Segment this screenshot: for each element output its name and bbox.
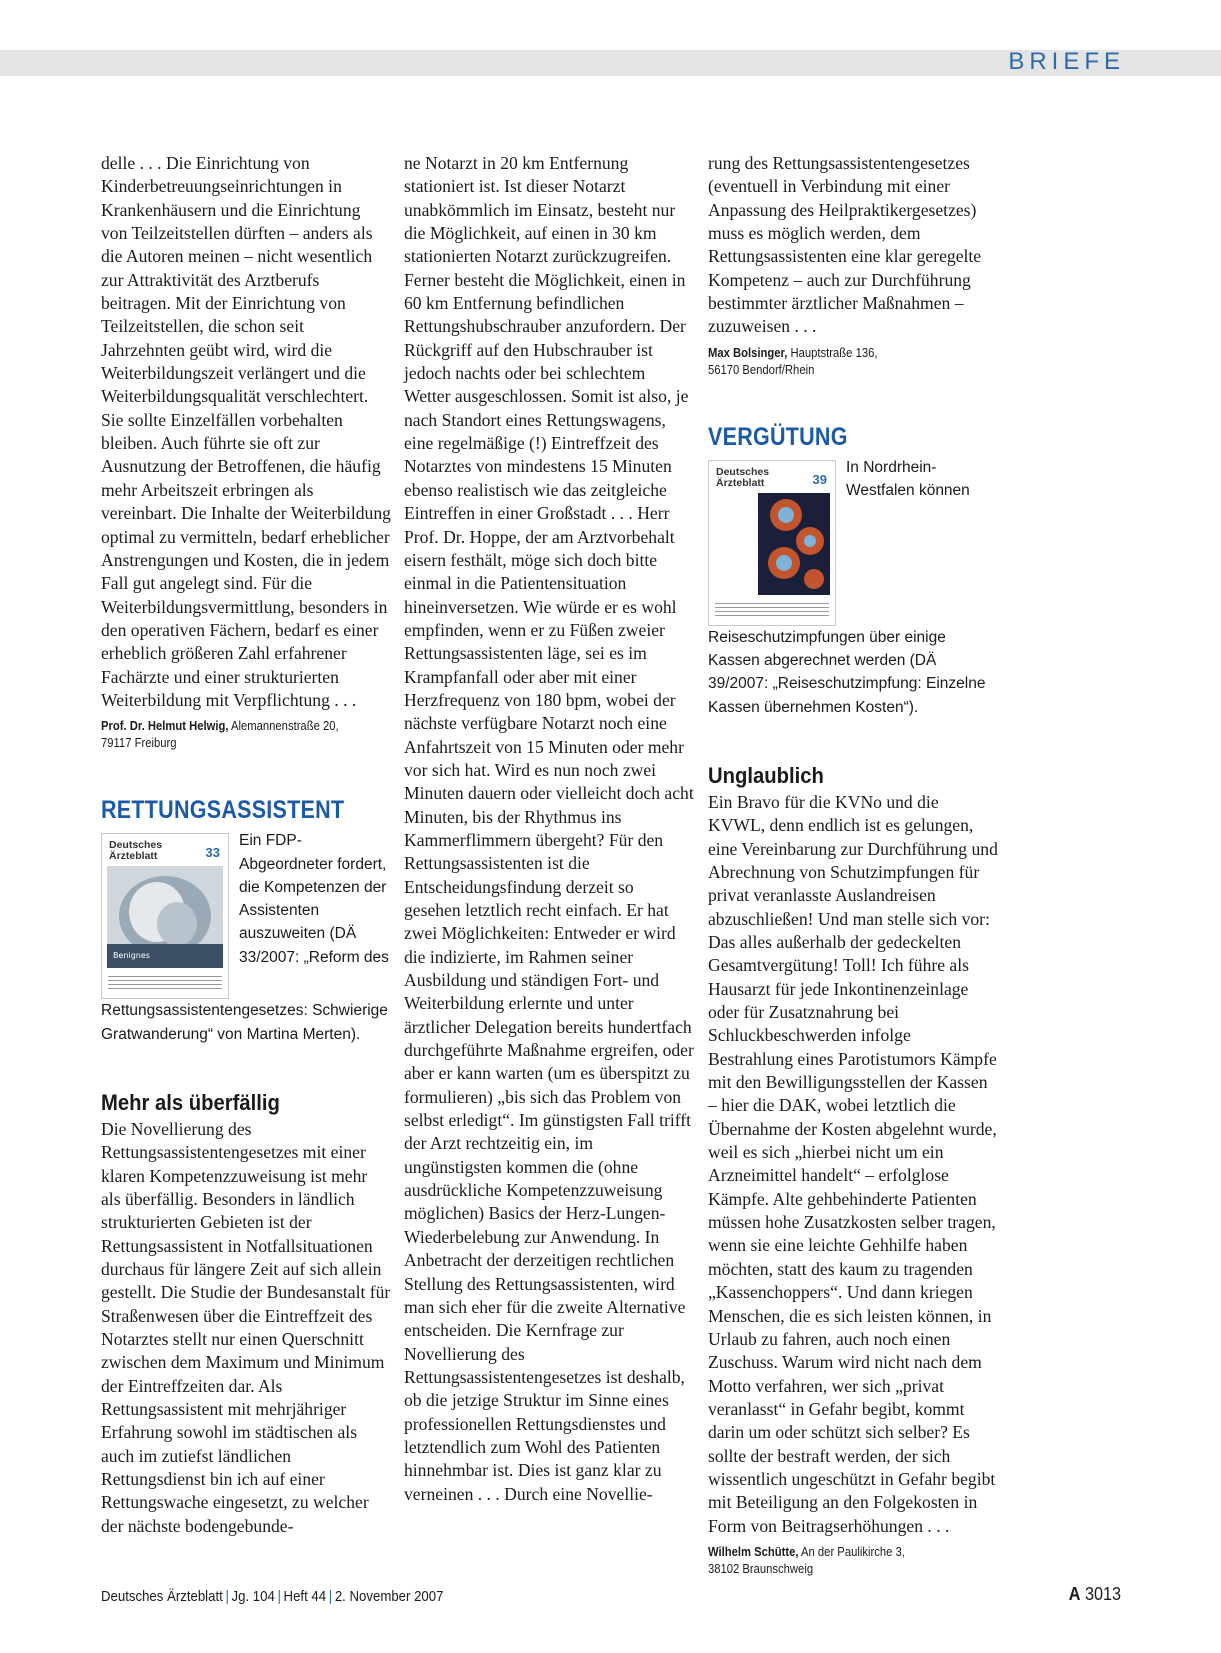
signature-city: 56170 Bendorf/Rhein xyxy=(708,362,815,377)
cover-issue-number: 33 xyxy=(205,845,220,861)
letter-3-signature xyxy=(708,1544,969,1578)
signature-address: An der Paulikirche 3, xyxy=(798,1544,905,1559)
column-3 xyxy=(708,152,998,1578)
letter-2-signature xyxy=(708,345,969,379)
cover-footer-lines xyxy=(108,976,222,990)
column-1 xyxy=(101,152,391,1538)
signature-name: Max Bolsinger, xyxy=(708,345,788,360)
topic-teaser-2 xyxy=(708,456,998,719)
magazine-cover-image xyxy=(708,460,836,626)
letter-1-signature xyxy=(101,718,362,752)
magazine-cover-image xyxy=(101,833,229,999)
footer-issue: Heft 44 xyxy=(283,1588,327,1605)
letter-2-text: Die Novellierung des Rettungsassistentengesetzes mit einer klaren Kompetenzzuweisung ist mehr als überfällig. Besonders in ländlich strukturierten Gebieten ist der Rettungsassistent in Notfallsituationen durchaus für längere Zeit auf sich allein gestellt. Die Studie der Bundesanstalt für Straßenwesen über die Eintreffzeit des Notarztes stellt nur einen Querschnitt zwischen dem Maximum und Minimum der Eintreffzeiten dar. Als Rettungsassistent mit mehrjähriger Erfahrung sowohl im städtischen als auch im zutiefst ländlichen Rettungsdienst bin ich auf einer Rettungswache eingesetzt, zu welcher der nächste bodengebunde- xyxy=(101,1118,391,1536)
topic-heading-rettungsassistent: RETTUNGSASSISTENT xyxy=(101,796,345,825)
signature-name: Prof. Dr. Helmut Helwig, xyxy=(101,719,229,734)
signature-address: Hauptstraße 136, xyxy=(787,345,878,360)
footer-date: 2. November 2007 xyxy=(334,1588,444,1605)
letter-1-text: delle . . . Die Einrichtung von Kinderbetreuungseinrichtungen in Krankenhäusern und die Einrichtung von Teilzeitstellen dürften – anders als die Autoren meinen – nicht wesentlich zur Attraktivität des Arztberufs beitragen. Mit der Einrichtung von Teilzeitstellen, die schon seit Jahrzehnten geübt wird, wird die Weiterbildungszeit verlängert und die Weiterbildungsqualität verschlechtert. Sie sollte Einzelfällen vorbehalten bleiben. Auch führte sie oft zur Ausnutzung der Betroffenen, die häufig mehr Arbeitszeit erbringen als vereinbart. Die Inhalte der Weiterbildung optimal zu vermitteln, bedarf erheblicher Anstrengungen und Kosten, die in jedem Fall gut angelegt sind. Für die Weiterbildungsvermittlung, besonders in den operativen Fächern, bedarf es einer erheblich größeren Zahl erfahrener Fachärzte und einer strukturierten Weiterbildung mit Verpflichtung . . . xyxy=(101,153,391,710)
teaser-text: Ein FDP-Abgeordneter fordert, die Kompetenzen der Assistenten auszuweiten (DÄ 33/2007: „Reform des Rettungsassistentengesetzes: Schwierige Gratwanderung“ von Martina Merten). xyxy=(101,832,389,1043)
signature-city: 79117 Freiburg xyxy=(101,736,177,751)
letter-3-text: Ein Bravo für die KVNo und die KVWL, denn endlich ist es gelungen, eine Vereinbarung zur Durchführung und Abrechnung von Schutzimpfungen für privat veranlasste Auslandreisen abzuschließen! Und man stelle sich vor: Das alles außerhalb der gedeckelten Gesamtvergütung! Toll! Ich führe als Hausarzt für jede Inkontinenzeinlage oder für Zusatznahrung bei Schluckbeschwerden infolge Bestrahlung eines Parotistumors Kämpfe mit den Bewilligungsstellen der Kassen – hier die DAK, wobei letztlich die Übernahme der Kosten abgelehnt wurde, weil es sich „hierbei nicht um ein Arzneimittel handelt“ – erfolglose Kämpfe. Alte gehbehinderte Patienten müssen hohe Zusatzkosten selber tragen, wenn sie eine leichte Gehhilfe haben möchten, statt des kaum zu tragenden „Kassenchoppers“. Und dann kriegen Menschen, die es sich leisten können, in Urlaub zu fahren, auch noch einen Zuschuss. Warum wird nicht nach dem Motto verfahren, wer sich „privat veranlasst“ in Gefahr begibt, kommt darin um oder schützt sich selber? Es sollte der bestraft werden, der sich wissentlich ungeschützt in Gefahr begibt mit Beteiligung an den Folgekosten in Form von Beitragserhöhungen . . . xyxy=(708,791,998,1536)
signature-name: Wilhelm Schütte, xyxy=(708,1544,799,1559)
cover-footer-lines xyxy=(715,603,829,617)
letter-2-heading: Mehr als überfällig xyxy=(101,1089,280,1115)
teaser-text: In Nordrhein-Westfalen können Reiseschutzimpfungen über einige Kassen abgerechnet werden (DÄ 39/2007: „Reiseschutzimpfung: Einzelne Kassen übernehmen Kosten“). xyxy=(708,458,986,716)
cover-illustration xyxy=(714,493,830,595)
letter-3-heading: Unglaublich xyxy=(708,762,824,788)
signature-city: 38102 Braunschweig xyxy=(708,1561,814,1576)
cover-title: Deutsches Ärzteblatt xyxy=(716,465,770,489)
cover-title: Deutsches Ärzteblatt xyxy=(109,839,163,863)
signature-address: Alemannenstraße 20, xyxy=(228,719,339,734)
topic-teaser-1 xyxy=(101,829,391,1046)
section-label: BRIEFE xyxy=(1008,48,1125,75)
cover-illustration xyxy=(107,866,223,968)
footer-volume: Jg. 104 xyxy=(231,1588,275,1605)
cover-issue-number: 39 xyxy=(812,471,827,487)
footer-citation: Deutsches Ärzteblatt | Jg. 104 | Heft 44 | 2. November 2007 xyxy=(101,1588,444,1605)
page-prefix: A xyxy=(1068,1584,1081,1604)
page-number xyxy=(1069,1584,1121,1605)
letter-2-end-text: rung des Rettungsassistentengesetzes (eventuell in Verbindung mit einer Anpassung des Heilpraktikergesetzes) muss es möglich werden, dem Rettungsassistenten eine klar geregelte Kompetenz – auch zur Durchführung bestimmter ärztlicher Maßnahmen – zuzuweisen . . . xyxy=(708,153,982,337)
topic-heading-verguetung: VERGÜTUNG xyxy=(708,422,848,451)
column-2 xyxy=(404,152,694,1506)
letter-2-continued-text: ne Notarzt in 20 km Entfernung stationiert ist. Ist dieser Notarzt unabkömmlich im Einsatz, besteht nur die Möglichkeit, auf einen in 30 km stationierten Notarzt zurückzugreifen. Ferner besteht die Möglichkeit, einen in 60 km Entfernung befindlichen Rettungshubschrauber anzufordern. Der Rückgriff auf den Hubschrauber ist jedoch nachts oder bei schlechtem Wetter ausgeschlossen. Somit ist also, je nach Standort eines Rettungswagens, eine regelmäßige (!) Eintreffzeit des Notarztes von mindestens 15 Minuten ebenso realistisch wie das zeitgleiche Eintreffen in einer Großstadt . . . Herr Prof. Dr. Hoppe, der am Arztvorbehalt eisern festhält, möge sich doch bitte einmal in die Patientensituation hineinversetzen. Wie würde er es wohl empfinden, wenn er zu Füßen zweier Rettungsassistenten läge, sei es im Krampfanfall oder aber mit einer Herzfrequenz von 180 bpm, wobei der nächste verfügbare Notarzt noch eine Anfahrtszeit von 15 Minuten oder mehr vor sich hat. Wird es nun noch zwei Minuten dauern oder vielleicht doch acht Minuten, bis der Rhythmus ins Kammerflimmern übergeht? Für den Rettungsassistenten ist die Entscheidungsfindung derzeit so gesehen letztlich recht einfach. Er hat zwei Möglichkeiten: Entweder er wird die indizierte, im Rahmen seiner Ausbildung und ständigen Fort- und Weiterbildung erlernte und unter ärztlicher Delegation bereits hundertfach durchgeführte Maßnahme ergreifen, oder aber er kann warten (um es überspitzt zu formulieren) „bis sich das Problem von selbst erledigt“. Im günstigsten Fall trifft der Arzt rechtzeitig ein, im ungünstigsten kommen die (ohne ausdrückliche Kompetenzzuweisung möglichen) Basics der Herz-Lungen-Wiederbelebung zur Anwendung. In Anbetracht der derzeitigen rechtlichen Stellung des Rettungsassistenten, wird man sich eher für die zweite Alternative entscheiden. Die Kernfrage zur Novellierung des Rettungsassistentengesetzes ist deshalb, ob die jetzige Struktur im Sinne eines professionellen Rettungsdienstes und letztendlich zum Wohl des Patienten hinnehmbar ist. Dies ist ganz klar zu verneinen . . . Durch eine Novellie- xyxy=(404,153,694,1504)
page-number-value: 3013 xyxy=(1084,1584,1121,1604)
svg-text:Benignes: Benignes xyxy=(113,951,150,961)
footer-journal: Deutsches Ärzteblatt xyxy=(101,1588,223,1605)
